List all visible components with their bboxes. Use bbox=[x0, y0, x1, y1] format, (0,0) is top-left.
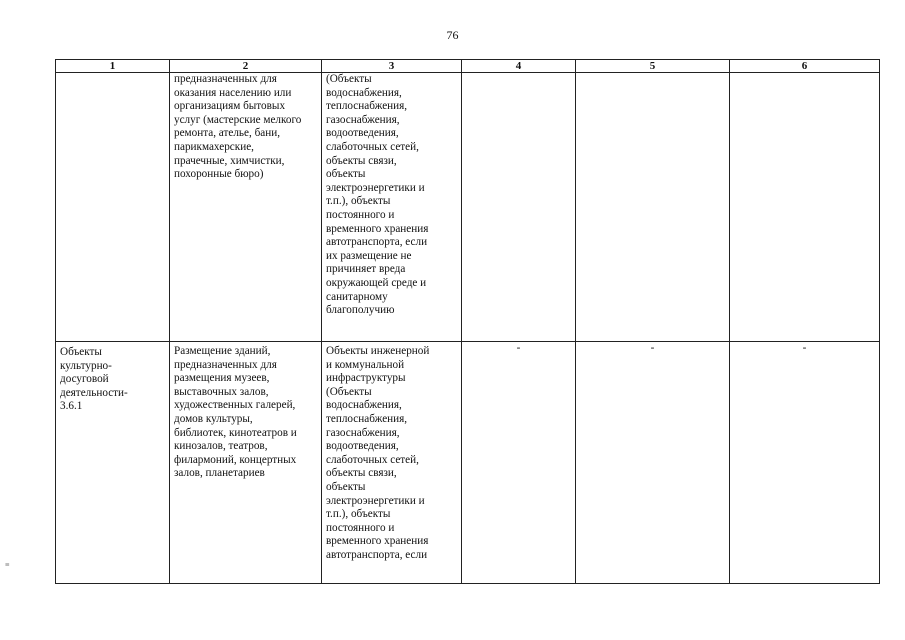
margin-mark: ≡ bbox=[5, 560, 10, 569]
row-column-5-cell: - bbox=[576, 342, 730, 584]
column-header-6: 6 bbox=[730, 60, 880, 73]
row-description-cell: предназначенных для оказания населению или организациям бытовых услуг (мастерские мелкого ремонта, ателье, бани, парикмахерские, прачечные, химчистки, похоронные бюро) bbox=[170, 73, 322, 342]
header-row bbox=[56, 60, 880, 73]
page-number: 76 bbox=[446, 28, 459, 42]
row-code-cell bbox=[56, 73, 170, 342]
table-row bbox=[56, 342, 880, 584]
row-column-6-cell bbox=[730, 73, 880, 342]
column-header-2: 2 bbox=[170, 60, 322, 73]
row-code-cell: Объекты культурно- досуговой деятельности- 3.6.1 bbox=[56, 342, 170, 584]
row-column-5-cell bbox=[576, 73, 730, 342]
land-use-table bbox=[55, 59, 880, 584]
row-permitted-objects-cell: (Объекты водоснабжения, теплоснабжения, газоснабжения, водоотведения, слаботочных сетей, объекты связи, объекты электроэнергетики и т.п.), объекты постоянного и временного хранения автотранспорта, если их размещение не причиняет вреда окружающей среде и санитарному благополучию bbox=[322, 73, 462, 342]
column-header-3: 3 bbox=[322, 60, 462, 73]
column-header-1: 1 bbox=[56, 60, 170, 73]
row-column-4-cell bbox=[462, 73, 576, 342]
table-row bbox=[56, 73, 880, 342]
column-header-4: 4 bbox=[462, 60, 576, 73]
row-column-4-cell: - bbox=[462, 342, 576, 584]
column-header-5: 5 bbox=[576, 60, 730, 73]
row-description-cell: Размещение зданий, предназначенных для размещения музеев, выставочных залов, художественных галерей, домов культуры, библиотек, кинотеатров и кинозалов, театров, филармоний, концертных залов, планетариев bbox=[170, 342, 322, 584]
row-permitted-objects-cell: Объекты инженерной и коммунальной инфраструктуры (Объекты водоснабжения, теплоснабжения, газоснабжения, водоотведения, слаботочных сетей, объекты связи, объекты электроэнергетики и т.п.), объекты постоянного и временного хранения автотранспорта, если bbox=[322, 342, 462, 584]
row-column-6-cell: - bbox=[730, 342, 880, 584]
